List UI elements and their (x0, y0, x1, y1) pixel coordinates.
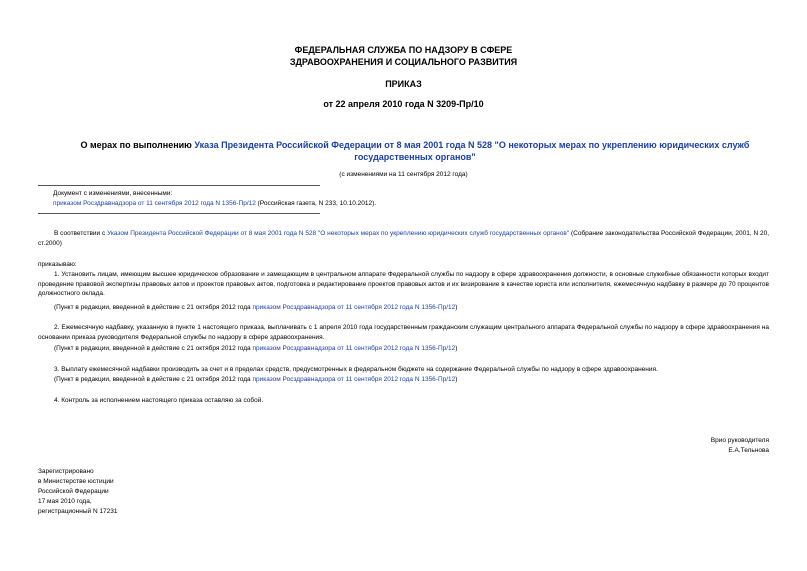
registration-line-4: 17 мая 2010 года, (38, 498, 92, 505)
order-word: приказываю: (38, 261, 77, 268)
agency-name-line1: ФЕДЕРАЛЬНАЯ СЛУЖБА ПО НАДЗОРУ В СФЕРЕ (294, 45, 513, 55)
agency-name-line2: ЗДРАВООХРАНЕНИЯ И СОЦИАЛЬНОГО РАЗВИТИЯ (289, 57, 518, 67)
revision-note-prefix: (Пункт в редакции, введенной в действие с 21 октября 2012 года (54, 304, 253, 311)
edits-note: (с изменениями на 11 сентября 2012 года) (339, 171, 468, 178)
preamble-source: (Собрание законодательства Российской Федерации, 2001, N 20, ст.2000) (38, 230, 769, 247)
item-4: 4. Контроль за исполнением настоящего приказа оставляю за собой. (54, 397, 264, 404)
item-2: 2. Ежемесячную надбавку, указанную в пункте 1 настоящего приказа, выплачивать с 1 апреля 2010 года государственным гражданским служащим центрального аппарата Федеральной службы по надзору в сфере здравоохранения на основании приказа руководителя Федеральной службы по надзору в сфере здравоохранения. (38, 324, 769, 341)
registration-line-1: Зарегистрировано (38, 468, 94, 475)
registration-line-5: регистрационный N 17231 (38, 508, 118, 515)
registration-block (38, 467, 118, 517)
document-date-number: от 22 апреля 2010 года N 3209-Пр/10 (323, 99, 484, 109)
preamble-prefix: В соответствии с (54, 230, 108, 237)
revision-note-suffix: ) (455, 304, 458, 311)
preamble-paragraph (38, 229, 769, 248)
change-box-bottom-rule (38, 213, 320, 214)
item-3: 3. Выплату ежемесячной надбавки производить за счет и в пределах средств, предусмотренных в федеральном бюджете на содержание Федеральной службы по надзору в сфере здравоохранения. (54, 366, 658, 373)
signature-name: Е.А.Тельнова (728, 447, 769, 454)
revision-note-prefix: (Пункт в редакции, введенной в действие с 21 октября 2012 года (54, 345, 253, 352)
document-type: ПРИКАЗ (385, 79, 422, 89)
agency-name (0, 44, 807, 68)
change-box-entry (53, 199, 376, 209)
change-box-top-rule (38, 185, 320, 186)
revision-note-link[interactable]: приказом Росздравнадзора от 11 сентября 2012 года N 1356-Пр/12 (252, 376, 456, 383)
item-2-revision-note (38, 344, 769, 354)
signature-role: Врио руководителя (710, 437, 769, 444)
document-subject (60, 139, 770, 163)
item-1: 1. Установить лицам, имеющим высшее юридическое образование и замещающим в центральном аппарате Федеральной службы по надзору в сфере здравоохранения должности, в основные служебные обязанности которых входит проведение правовой экспертизы правовых актов и проектов правовых актов, подготовка и редактирование проектов правовых актов и их визирование в качестве юриста или исполнителя, ежемесячную надбавку в размере до 70 процентов должностного оклада. (38, 271, 769, 297)
subject-decree-link[interactable]: Указа Президента Российской Федерации от 8 мая 2001 года N 528 "О некоторых мерах по укреплению юридических служб государственных органов" (194, 140, 750, 162)
signature-block (711, 436, 769, 456)
registration-line-2: в Министерстве юстиции (38, 478, 114, 485)
change-order-link[interactable]: приказом Росздравнадзора от 11 сентября 2012 года N 1356-Пр/12 (53, 200, 256, 207)
preamble-decree-link[interactable]: Указом Президента Российской Федерации от 8 мая 2001 года N 528 "О некоторых мерах по укреплению юридических служб государственных органов" (107, 230, 570, 237)
revision-note-suffix: ) (455, 376, 458, 383)
revision-note-prefix: (Пункт в редакции, введенной в действие с 21 октября 2012 года (54, 376, 253, 383)
registration-line-3: Российской Федерации (38, 488, 109, 495)
change-box-title: Документ с изменениями, внесенными: (53, 190, 173, 197)
item-1-revision-note (38, 303, 769, 313)
revision-note-link[interactable]: приказом Росздравнадзора от 11 сентября 2012 года N 1356-Пр/12 (252, 304, 456, 311)
revision-note-link[interactable]: приказом Росздравнадзора от 11 сентября 2012 года N 1356-Пр/12 (252, 345, 456, 352)
subject-prefix: О мерах по выполнению (80, 140, 195, 150)
change-source: (Российская газета, N 233, 10.10.2012). (255, 200, 377, 207)
item-3-revision-note (38, 375, 769, 385)
revision-note-suffix: ) (455, 345, 458, 352)
